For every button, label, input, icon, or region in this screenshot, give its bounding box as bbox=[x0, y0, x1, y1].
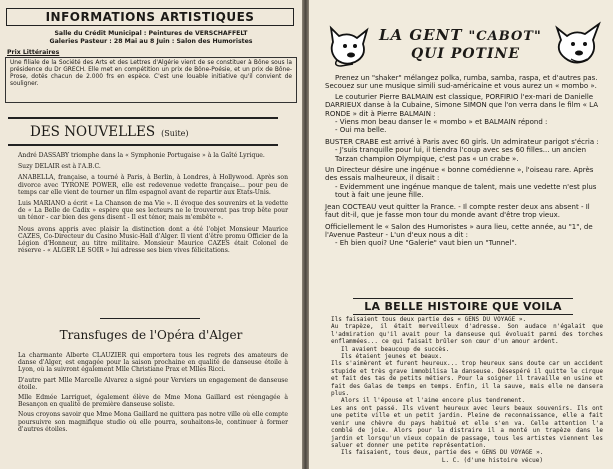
info-line: Galeries Pasteur : 28 Mai au 8 Juin : Salon des Humoristes bbox=[49, 38, 253, 45]
belle-item: Il avaient beaucoup de succès. bbox=[341, 345, 450, 353]
gent-title-part: LA GENT bbox=[379, 26, 463, 44]
belle-item: Ils faisaient tous deux partie des « GENS DU VOYAGE ». bbox=[331, 316, 527, 323]
transfuges-item: La charmante Alberte CLAUZIER qui emportera tous les regrets des amateurs de danse d'Alger, est engagée pour la saison prochaine en qualité de danseuse étoile à Lyon, où la suivront également Mlle Christiane Prax et Mlles Ricci. bbox=[18, 352, 288, 374]
left-page bbox=[0, 0, 302, 469]
dog-head-left-icon bbox=[323, 22, 375, 70]
gossip-item: Prenez un "shaker" mélangez polka, rumba, samba, raspa, et d'autres pas. Secouez sur une musique simili sud-américaine et vous aurez un « mombo ». bbox=[325, 74, 598, 91]
info-block bbox=[0, 30, 302, 46]
prix-text: Une filiale de la Société des Arts et des Lettres d'Algérie vient de se constituer à Bône sous la présidence du Dr GRECH. Elle met en compétition un prix de Bône-Poésie, et un prix de Bône-Prose, dotés chacun de 2.000 frs en espèce. C'est une louable initiative qu'il convient de souligner. bbox=[10, 60, 292, 88]
gossip-item: Un Directeur désire une ingénue « bonne comédienne », l'oiseau rare. Après des essais malheureux, il disait : bbox=[325, 166, 594, 183]
transfuges-item: Nous croyons savoir que Mme Mona Gaillard ne quittera pas notre ville où elle compte poursuivre son magnifique studio où elle pourra, souhaitons-le, continuer à former d'autres étoiles. bbox=[18, 411, 288, 433]
belle-item: Ils s'aimèrent et furent heureux... trop heureux sans doute car un accident stupide et très grave immobilisa la danseuse. Désespéré il quitte le cirque et fait des tas de petits métiers. Pour la soigner il travaille en usine et fait des Galas de temps en temps. Enfin, il la sauve, mais elle ne dansera plus. bbox=[331, 360, 603, 398]
gossip-item: - Evidemment une ingénue manque de talent, mais une vedette n'est plus tout à fait une jeune fille. bbox=[335, 182, 597, 200]
gent-title-part: QUI POTINE bbox=[411, 46, 520, 62]
gossip-item: - J'suis tranquille pour lui, il tiendra l'coup avec ses 60 filles... un ancien Tarzan champion Olympique, c'est pas « un crabe ». bbox=[335, 146, 587, 163]
nouvelles-suite: (Suite) bbox=[161, 129, 189, 138]
gent-title-part: "CABOT" bbox=[468, 29, 542, 44]
info-line: Salle du Crédit Municipal : Peintures de VERSCHAFFELT bbox=[54, 30, 248, 37]
bottom-rule bbox=[8, 144, 278, 146]
belle-body bbox=[331, 316, 603, 464]
nouvelle-item: Nous avons appris avec plaisir la distinction dont a été l'objet Monsieur Maurice CAZES, Co-Directeur du Casino Music-Hall d'Alger. Il vient d'être promu Officier de la Légion d'Honneur, au titre militaire. Monsieur Maurice CAZES était Colonel de réserve - « ALGER LE SOIR » lui adresse ses bien vives félicitations. bbox=[18, 225, 288, 255]
belle-title: LA BELLE HISTOIRE QUE VOILA bbox=[353, 298, 573, 315]
spine-gutter bbox=[302, 0, 309, 469]
gossip-body bbox=[325, 74, 605, 248]
gent-title-block bbox=[379, 26, 549, 62]
prix-label: Prix Littéraires bbox=[7, 49, 60, 56]
transfuges-item: D'autre part Mlle Marcelle Alvarez a signé pour Verviers un engagement de danseuse étoile. bbox=[18, 376, 288, 391]
right-page bbox=[309, 0, 613, 469]
gossip-item: - Viens mon beau danser le « mombo » et BALMAIN répond : bbox=[335, 118, 548, 127]
transfuges-title: Transfuges de l'Opéra d'Alger bbox=[59, 328, 243, 342]
dog-head-right-icon bbox=[551, 18, 605, 68]
gossip-item: BUSTER CRABE est arrivé à Paris avec 60 girls. Un admirateur parigot s'écria : bbox=[325, 137, 599, 146]
nouvelle-item: Suzy DELAIR est à l'A.B.C. bbox=[18, 163, 101, 171]
top-rule bbox=[8, 117, 278, 119]
nouvelles-body bbox=[18, 152, 288, 254]
belle-item: Ils faisaient, tous deux, partie des « GENS DU VOYAGE ». bbox=[341, 449, 544, 457]
belle-item: Alors il l'épouse et l'aime encore plus tendrement. bbox=[341, 397, 526, 405]
nouvelle-item: ANABELLA, française, a tourné à Paris, à Berlin, à Londres, à Hollywood. Après son divorce avec TYRONE POWER, elle est redevenue vedette française... pour peu de temps car elle vient de tourner un film espagnol avant de repartir aux Etats-Unis. bbox=[18, 174, 288, 196]
informations-header: INFORMATIONS ARTISTIQUES bbox=[6, 8, 294, 26]
transfuges-body bbox=[18, 352, 288, 433]
divider bbox=[100, 318, 200, 319]
gossip-item: - Eh bien quoi? Une "Galerie" vaut bien un "Tunnel". bbox=[335, 239, 517, 248]
belle-item: Au trapèze, il était merveilleux d'adresse. Son audace n'égalait que l'admiration qu'il avait pour la danseuse qui évoluait parmi des torches enflammées... ce qui faisait brûler son cœur d'un amour ardent. bbox=[331, 323, 603, 346]
nouvelles-title: DES NOUVELLES bbox=[30, 124, 156, 140]
transfuges-item: Mlle Edmée Larriguet, également élève de Mme Mona Gaillard est réengagée à Besançon en qualité de première danseuse soliste. bbox=[18, 394, 288, 409]
gossip-item: Officiellement le « Salon des Humoristes » aura lieu, cette année, au "1", de l'Avenue Pasteur - L'un d'eux nous a dit : bbox=[325, 222, 593, 239]
nouvelle-item: André DASSABY triomphe dans la « Symphonie Portugaise » à la Gaîté Lyrique. bbox=[18, 152, 265, 159]
gossip-item: Le couturier Pierre BALMAIN est classique, PORFIRIO l'ex-mari de Danielle DARRIEUX danse à la Cubaine, Simone SIMON que l'on verra dans le film « LA RONDE » dit à Pierre BALMAIN : bbox=[325, 92, 599, 118]
nouvelles-heading bbox=[30, 124, 189, 140]
nouvelle-item: Luis MARIANO a écrit « La Chanson de ma Vie ». Il évoque des souvenirs et la vedette de « La Belle de Cadix » espère que ses lecteurs ne le trouveront pas trop bête pour un ténor - car bien des gens disent - Il est ténor, mais m'embête ». bbox=[18, 200, 288, 222]
belle-item: Les ans ont passé. Ils vivent heureux avec leurs beaux souvenirs. Ils ont une petite ville et un petit jardin. Pleine de reconnaissance, elle a fait venir une chèvre du pays habitué et elle s'en va. Celle attention l'a comblé de joie. Alors pour la distraire il a monté un trapèze dans le jardin et lorsqu'un vieux copain de passage, tous les artistes viennent les saluer et donner une petite représentation. bbox=[331, 404, 603, 449]
belle-signature: L. C. (d'une histoire vécue) bbox=[441, 456, 543, 464]
gossip-item: - Oui ma belle. bbox=[335, 126, 387, 135]
prix-box bbox=[5, 57, 297, 103]
gossip-item: Jean COCTEAU veut quitter la France. - Il compte rester deux ans absent - Il faut dit-il, que je fasse mon tour du monde avant d'être trop vieux. bbox=[325, 202, 590, 220]
belle-item: Ils étaient jeunes et beaux. bbox=[341, 353, 443, 361]
